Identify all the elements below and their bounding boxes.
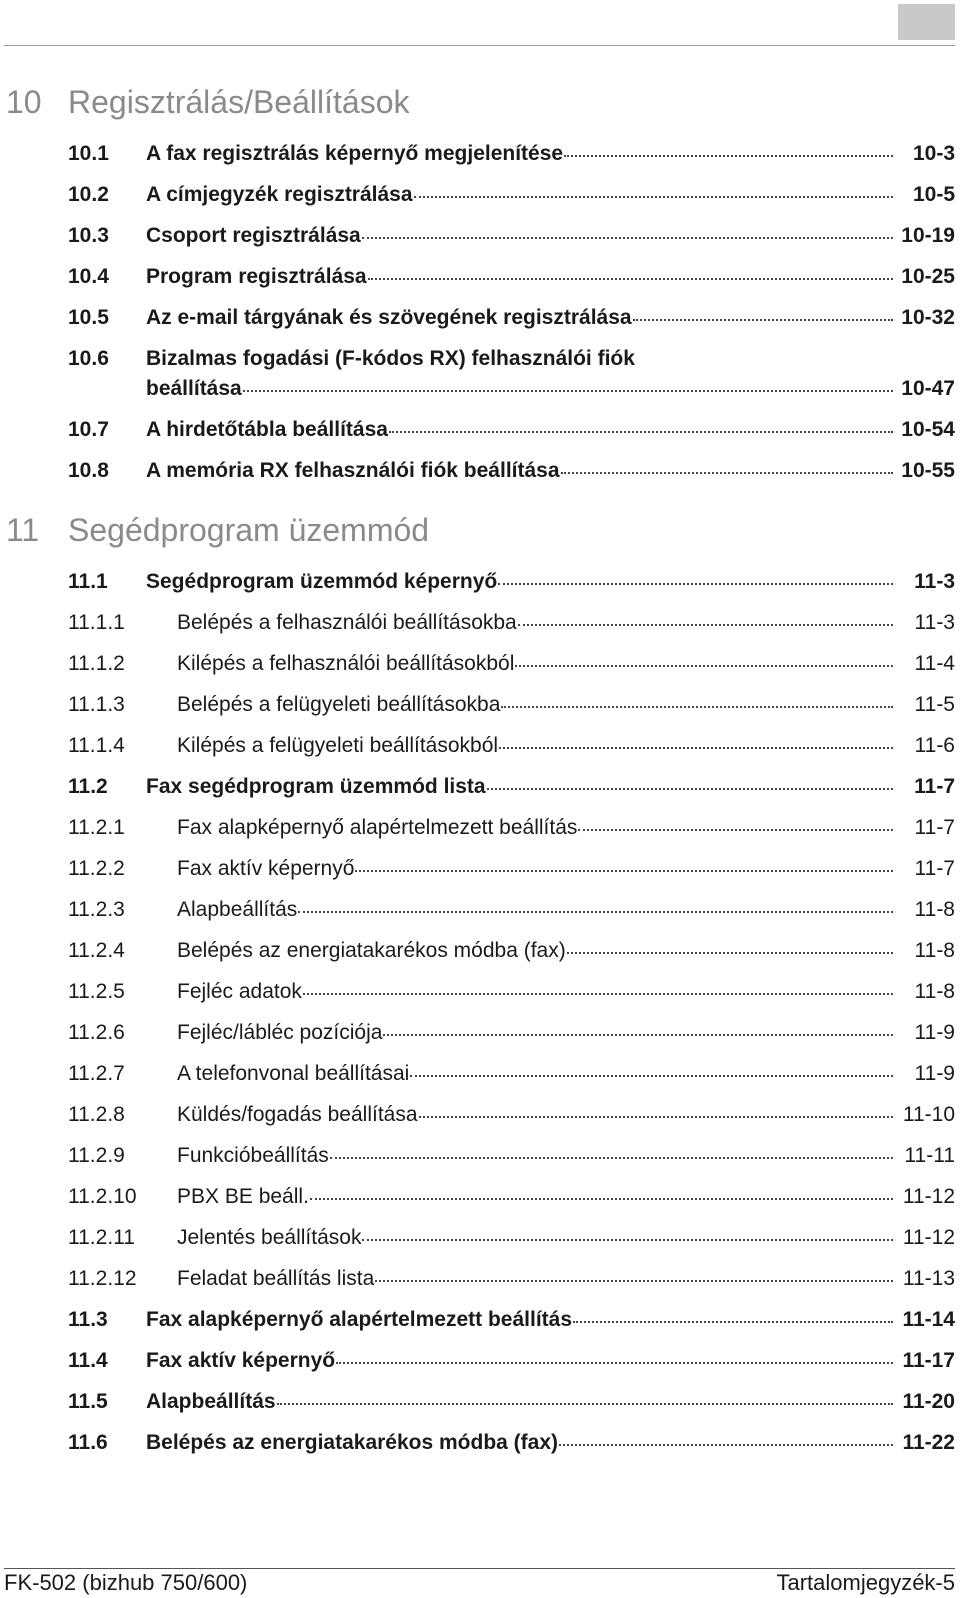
toc-page: 11-12	[902, 1185, 955, 1208]
toc-number: 10.1	[68, 142, 109, 165]
toc-number: 11.1.1	[68, 611, 125, 634]
chapter-number: 10	[6, 84, 42, 120]
toc-page: 11-17	[902, 1349, 955, 1372]
dot-leader	[578, 829, 893, 831]
toc-number: 11.2.3	[68, 898, 125, 921]
toc-page: 11-12	[902, 1226, 955, 1249]
toc-number: 10.7	[68, 418, 109, 441]
dot-leader	[414, 196, 893, 198]
toc-number: 11.2.8	[68, 1103, 125, 1126]
toc-page: 11-7	[914, 816, 955, 839]
dot-leader	[499, 747, 893, 749]
toc-title: Fax alapképernyő alapértelmezett beállítás	[146, 1308, 573, 1331]
toc-entry[interactable]	[68, 569, 955, 595]
toc-entry[interactable]	[68, 610, 955, 636]
toc-page: 11-6	[914, 734, 955, 757]
dot-leader	[375, 1280, 893, 1282]
toc-entry[interactable]	[68, 1102, 955, 1128]
toc-number: 10.8	[68, 459, 109, 482]
top-divider	[4, 45, 955, 46]
toc-entry[interactable]	[68, 1430, 955, 1456]
toc-page: 11-5	[914, 693, 955, 716]
toc-title: Feladat beállítás lista	[177, 1267, 375, 1290]
toc-number: 11.1.2	[68, 652, 125, 675]
toc-page: 11-20	[902, 1390, 955, 1413]
toc-page: 11-7	[914, 775, 955, 798]
toc-title: Belépés a felhasználói beállításokba	[177, 611, 517, 634]
toc-title: Belépés az energiatakarékos módba (fax)	[177, 939, 566, 962]
toc-entry[interactable]	[68, 182, 955, 208]
toc-entry[interactable]	[68, 1389, 955, 1415]
toc-title: A hirdetőtábla beállítása	[146, 418, 388, 441]
footer-page-label: Tartalomjegyzék-5	[776, 1570, 955, 1595]
toc-title: Bizalmas fogadási (F-kódos RX) felhasználói fiók	[146, 347, 635, 370]
toc-page: 10-55	[901, 459, 955, 482]
toc-number: 10.2	[68, 183, 109, 206]
toc-entry[interactable]	[68, 264, 955, 290]
dot-leader	[419, 1116, 893, 1118]
toc-page: 11-10	[902, 1103, 955, 1126]
toc-number: 11.2.4	[68, 939, 125, 962]
toc-entry[interactable]	[68, 815, 955, 841]
toc-entry[interactable]	[68, 223, 955, 249]
toc-title: Jelentés beállítások	[177, 1226, 362, 1249]
dot-leader	[243, 390, 893, 392]
toc-entry[interactable]	[68, 1307, 955, 1333]
toc-page: 11-14	[902, 1308, 955, 1331]
dot-leader	[410, 1075, 893, 1077]
toc-entry[interactable]	[68, 1020, 955, 1046]
toc-title: A telefonvonal beállításai	[177, 1062, 410, 1085]
toc-number: 11.2.10	[68, 1185, 137, 1208]
toc-number: 11.2.7	[68, 1062, 125, 1085]
toc-page: 11-7	[914, 857, 955, 880]
toc-number: 11.2	[68, 775, 108, 798]
toc-entry[interactable]	[68, 733, 955, 759]
chapter-heading-10	[6, 84, 946, 121]
toc-entry[interactable]	[68, 938, 955, 964]
toc-entry[interactable]	[68, 305, 955, 331]
toc-page: 11-22	[902, 1431, 955, 1454]
dot-leader	[564, 155, 893, 157]
toc-number: 11.6	[68, 1431, 108, 1454]
toc-page: 10-47	[901, 377, 955, 400]
toc-number: 11.1	[68, 570, 108, 593]
toc-title: Fejléc adatok	[177, 980, 302, 1003]
page-corner-marker	[898, 4, 955, 40]
chapter-number: 11	[6, 512, 40, 548]
toc-number: 11.2.6	[68, 1021, 125, 1044]
dot-leader	[559, 1444, 893, 1446]
toc-number: 11.2.2	[68, 857, 125, 880]
toc-page: 10-32	[901, 306, 955, 329]
dot-leader	[389, 431, 893, 433]
toc-title: Alapbeállítás	[177, 898, 298, 921]
toc-title: PBX BE beáll.	[177, 1185, 309, 1208]
toc-page: 11-3	[914, 570, 955, 593]
toc-title: Csoport regisztrálása	[146, 224, 361, 247]
chapter-title: Segédprogram üzemmód	[68, 512, 430, 548]
toc-entry[interactable]	[68, 458, 955, 484]
dot-leader	[498, 583, 893, 585]
toc-page: 11-3	[914, 611, 955, 634]
dot-leader	[573, 1321, 893, 1323]
toc-page: 11-8	[914, 980, 955, 1003]
toc-page: 11-11	[904, 1144, 955, 1167]
dot-leader	[310, 1198, 893, 1200]
toc-title: Küldés/fogadás beállítása	[177, 1103, 418, 1126]
bottom-divider	[4, 1568, 955, 1569]
toc-title: Fejléc/lábléc pozíciója	[177, 1021, 383, 1044]
toc-entry[interactable]	[68, 1184, 955, 1210]
toc-title-continued: beállítása	[146, 377, 242, 400]
toc-number: 11.2.12	[68, 1267, 137, 1290]
chapter-title: Regisztrálás/Beállítások	[68, 84, 410, 120]
toc-page: 11-13	[902, 1267, 955, 1290]
toc-number: 11.1.4	[68, 734, 125, 757]
toc-page: 11-8	[914, 898, 955, 921]
toc-number: 11.4	[68, 1349, 108, 1372]
toc-number: 10.3	[68, 224, 109, 247]
toc-title: Fax alapképernyő alapértelmezett beállítás	[177, 816, 578, 839]
dot-leader	[518, 624, 893, 626]
toc-page: 11-4	[914, 652, 955, 675]
toc-entry[interactable]	[68, 1143, 955, 1169]
toc-title: Segédprogram üzemmód képernyő	[146, 570, 498, 593]
toc-entry[interactable]	[68, 1225, 955, 1251]
toc-entry[interactable]	[68, 344, 955, 404]
toc-entry[interactable]	[68, 692, 955, 718]
dot-leader	[298, 911, 893, 913]
toc-entry[interactable]	[68, 1061, 955, 1087]
toc-page: 10-54	[901, 418, 955, 441]
toc-page: 10-3	[912, 142, 955, 165]
toc-page: 11-9	[914, 1021, 955, 1044]
toc-title: Belépés az energiatakarékos módba (fax)	[146, 1431, 559, 1454]
toc-title: Fax aktív képernyő	[146, 1349, 336, 1372]
toc-title: A címjegyzék regisztrálása	[146, 183, 413, 206]
dot-leader	[515, 665, 893, 667]
toc-title: A fax regisztrálás képernyő megjelenítése	[146, 142, 564, 165]
toc-entry[interactable]	[68, 774, 955, 800]
toc-entry[interactable]	[68, 1348, 955, 1374]
toc-title: Program regisztrálása	[146, 265, 367, 288]
toc-number: 10.6	[68, 347, 109, 370]
toc-number: 11.1.3	[68, 693, 125, 716]
toc-title: A memória RX felhasználói fiók beállítása	[146, 459, 560, 482]
chapter-heading-11	[6, 512, 946, 549]
toc-title: Az e-mail tárgyának és szövegének regisztrálása	[146, 306, 632, 329]
dot-leader	[561, 472, 893, 474]
toc-number: 10.4	[68, 265, 109, 288]
toc-page: 11-8	[914, 939, 955, 962]
toc-number: 10.5	[68, 306, 109, 329]
toc-title: Fax segédprogram üzemmód lista	[146, 775, 486, 798]
toc-page: 10-19	[901, 224, 955, 247]
dot-leader	[303, 993, 893, 995]
dot-leader	[368, 278, 893, 280]
toc-number: 11.2.5	[68, 980, 125, 1003]
toc-number: 11.2.11	[68, 1226, 135, 1249]
toc-page: 10-25	[901, 265, 955, 288]
toc-entry[interactable]	[68, 856, 955, 882]
toc-title: Kilépés a felügyeleti beállításokból	[177, 734, 499, 757]
toc-number: 11.2.1	[68, 816, 125, 839]
dot-leader	[330, 1157, 893, 1159]
toc-entry[interactable]	[68, 417, 955, 443]
toc-title: Belépés a felügyeleti beállításokba	[177, 693, 501, 716]
dot-leader	[362, 237, 893, 239]
toc-entry[interactable]	[68, 897, 955, 923]
toc-title: Fax aktív képernyő	[177, 857, 355, 880]
footer-product: FK-502 (bizhub 750/600)	[4, 1570, 248, 1595]
toc-entry[interactable]	[68, 1266, 955, 1292]
dot-leader	[567, 952, 893, 954]
toc-entry[interactable]	[68, 651, 955, 677]
toc-entry[interactable]	[68, 979, 955, 1005]
dot-leader	[336, 1362, 893, 1364]
dot-leader	[501, 706, 893, 708]
toc-page: 10-5	[912, 183, 955, 206]
toc-number: 11.2.9	[68, 1144, 125, 1167]
toc-title: Alapbeállítás	[146, 1390, 276, 1413]
dot-leader	[487, 788, 893, 790]
toc-title: Kilépés a felhasználói beállításokból	[177, 652, 515, 675]
dot-leader	[383, 1034, 893, 1036]
dot-leader	[362, 1239, 893, 1241]
toc-entry[interactable]	[68, 141, 955, 167]
toc-title: Funkcióbeállítás	[177, 1144, 329, 1167]
dot-leader	[277, 1403, 893, 1405]
toc-number: 11.5	[68, 1390, 108, 1413]
toc-page: 11-9	[914, 1062, 955, 1085]
toc-number: 11.3	[68, 1308, 108, 1331]
dot-leader	[633, 319, 893, 321]
dot-leader	[355, 870, 893, 872]
